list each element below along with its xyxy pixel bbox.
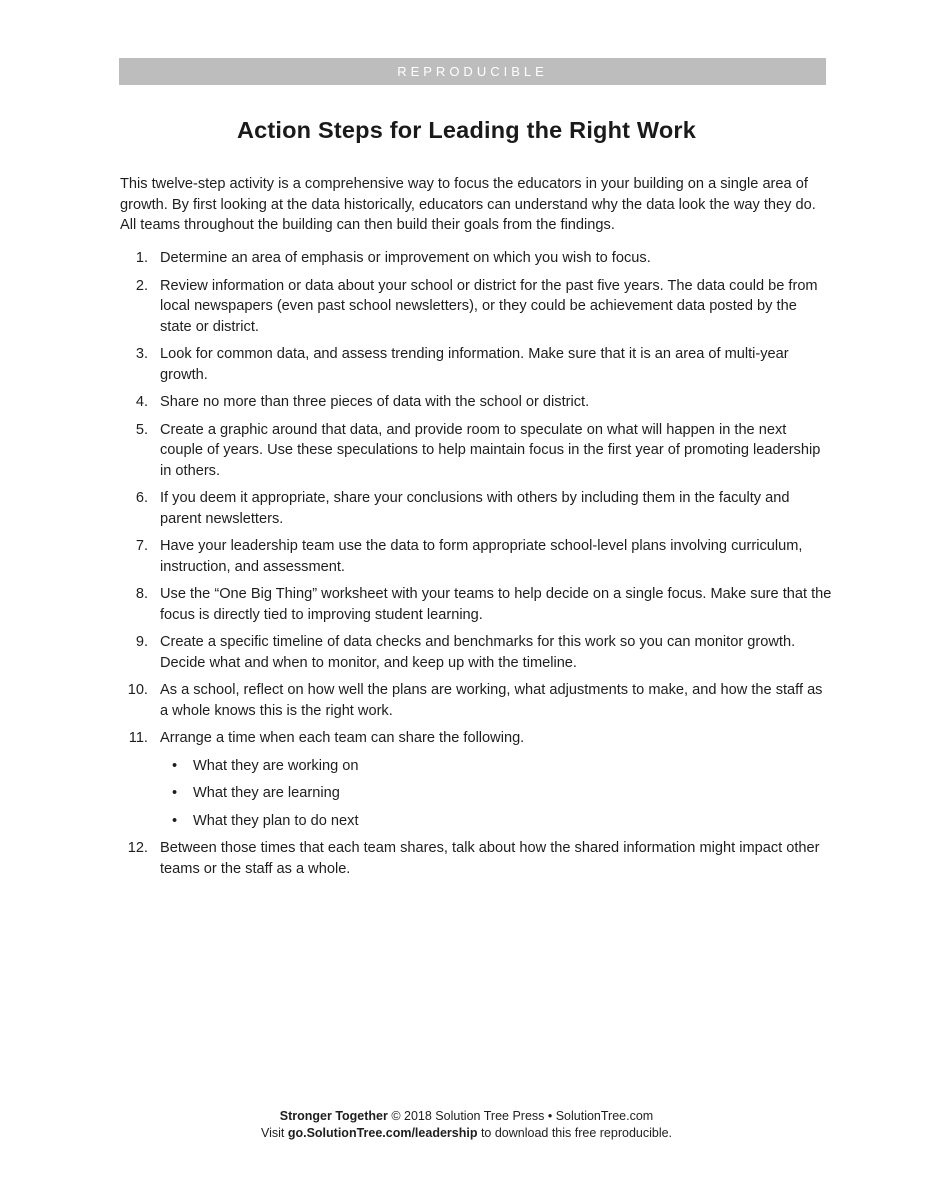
step-text: Share no more than three pieces of data with the school or district. [160, 394, 590, 410]
step-item [120, 488, 832, 529]
step-item [120, 536, 832, 577]
reproducible-banner: REPRODUCIBLE [119, 58, 826, 85]
step-number: 8. [135, 586, 148, 602]
step-text: Have your leadership team use the data to form appropriate school-level plans involving curriculum, instruction, and assessment. [160, 538, 803, 575]
step-text: As a school, reflect on how well the plans are working, what adjustments to make, and how the staff as a whole knows this is the right work. [160, 682, 823, 719]
step-11-bullet-list [160, 756, 832, 832]
list-item [160, 756, 832, 777]
step-text: Review information or data about your school or district for the past five years. The data could be from local newspapers (even past school newsletters), or they could be achievement data posted by the state or district. [160, 277, 818, 335]
step-text: Determine an area of emphasis or improvement on which you wish to focus. [160, 250, 651, 266]
step-item [120, 838, 832, 879]
step-item [120, 248, 832, 269]
bullet-text: What they are working on [193, 757, 359, 774]
step-text: Between those times that each team shares, talk about how the shared information might impact other teams or the staff as a whole. [160, 840, 820, 877]
step-number: 10. [127, 682, 148, 698]
step-number: 11. [128, 730, 148, 746]
bullet-text: What they plan to do next [193, 812, 359, 829]
bullet-icon: • [172, 812, 178, 829]
bullet-icon: • [172, 785, 178, 801]
step-item [120, 344, 832, 385]
step-item [120, 680, 832, 721]
bullet-icon: • [172, 757, 178, 774]
download-link[interactable]: go.SolutionTree.com/leadership [287, 1126, 478, 1140]
list-item [160, 783, 832, 804]
step-text: If you deem it appropriate, share your conclusions with others by including them in the faculty and parent newsletters. [160, 490, 790, 527]
footer-line-1 [0, 1108, 933, 1125]
step-item [120, 728, 832, 831]
step-number: 9. [135, 634, 148, 650]
steps-list [120, 248, 832, 886]
download-tail-text: to download this free reproducible. [477, 1126, 673, 1140]
page-footer [0, 1108, 933, 1142]
step-number: 6. [135, 490, 148, 506]
step-number: 12. [127, 840, 148, 856]
step-number: 7. [135, 538, 148, 554]
step-item [120, 632, 832, 673]
step-item [120, 584, 832, 625]
step-number: 1. [135, 250, 148, 266]
page-title: Action Steps for Leading the Right Work [236, 117, 697, 143]
bullet-text: What they are learning [193, 785, 340, 801]
step-text: Look for common data, and assess trending information. Make sure that it is an area of multi-year growth. [160, 346, 789, 383]
step-item [120, 392, 832, 413]
step-text: Create a graphic around that data, and provide room to speculate on what will happen in the next couple of years. Use these speculations to help maintain focus in the first year of promoting leadership in others. [160, 421, 821, 479]
book-title: Stronger Together [279, 1109, 388, 1123]
step-number: 4. [135, 394, 148, 410]
visit-text: Visit [260, 1126, 288, 1140]
step-text: Arrange a time when each team can share the following. [160, 730, 525, 746]
step-number: 2. [135, 277, 148, 294]
list-item [160, 811, 832, 832]
step-text: Use the “One Big Thing” worksheet with your teams to help decide on a single focus. Make sure that the focus is directly tied to improving student learning. [160, 586, 832, 623]
step-item [120, 276, 832, 338]
copyright-text: © 2018 Solution Tree Press • SolutionTree.com [387, 1109, 654, 1123]
step-text: Create a specific timeline of data checks and benchmarks for this work so you can monitor growth. Decide what and when to monitor, and keep up with the timeline. [160, 634, 796, 671]
intro-paragraph: This twelve-step activity is a comprehensive way to focus the educators in your building on a single area of growth. By first looking at the data historically, educators can understand why the data look the way they do. All teams throughout the building can then build their goals from the findings. [120, 176, 816, 233]
step-number: 3. [135, 346, 148, 362]
step-number: 5. [135, 421, 148, 438]
footer-line-2 [0, 1125, 933, 1142]
step-item [120, 420, 832, 482]
